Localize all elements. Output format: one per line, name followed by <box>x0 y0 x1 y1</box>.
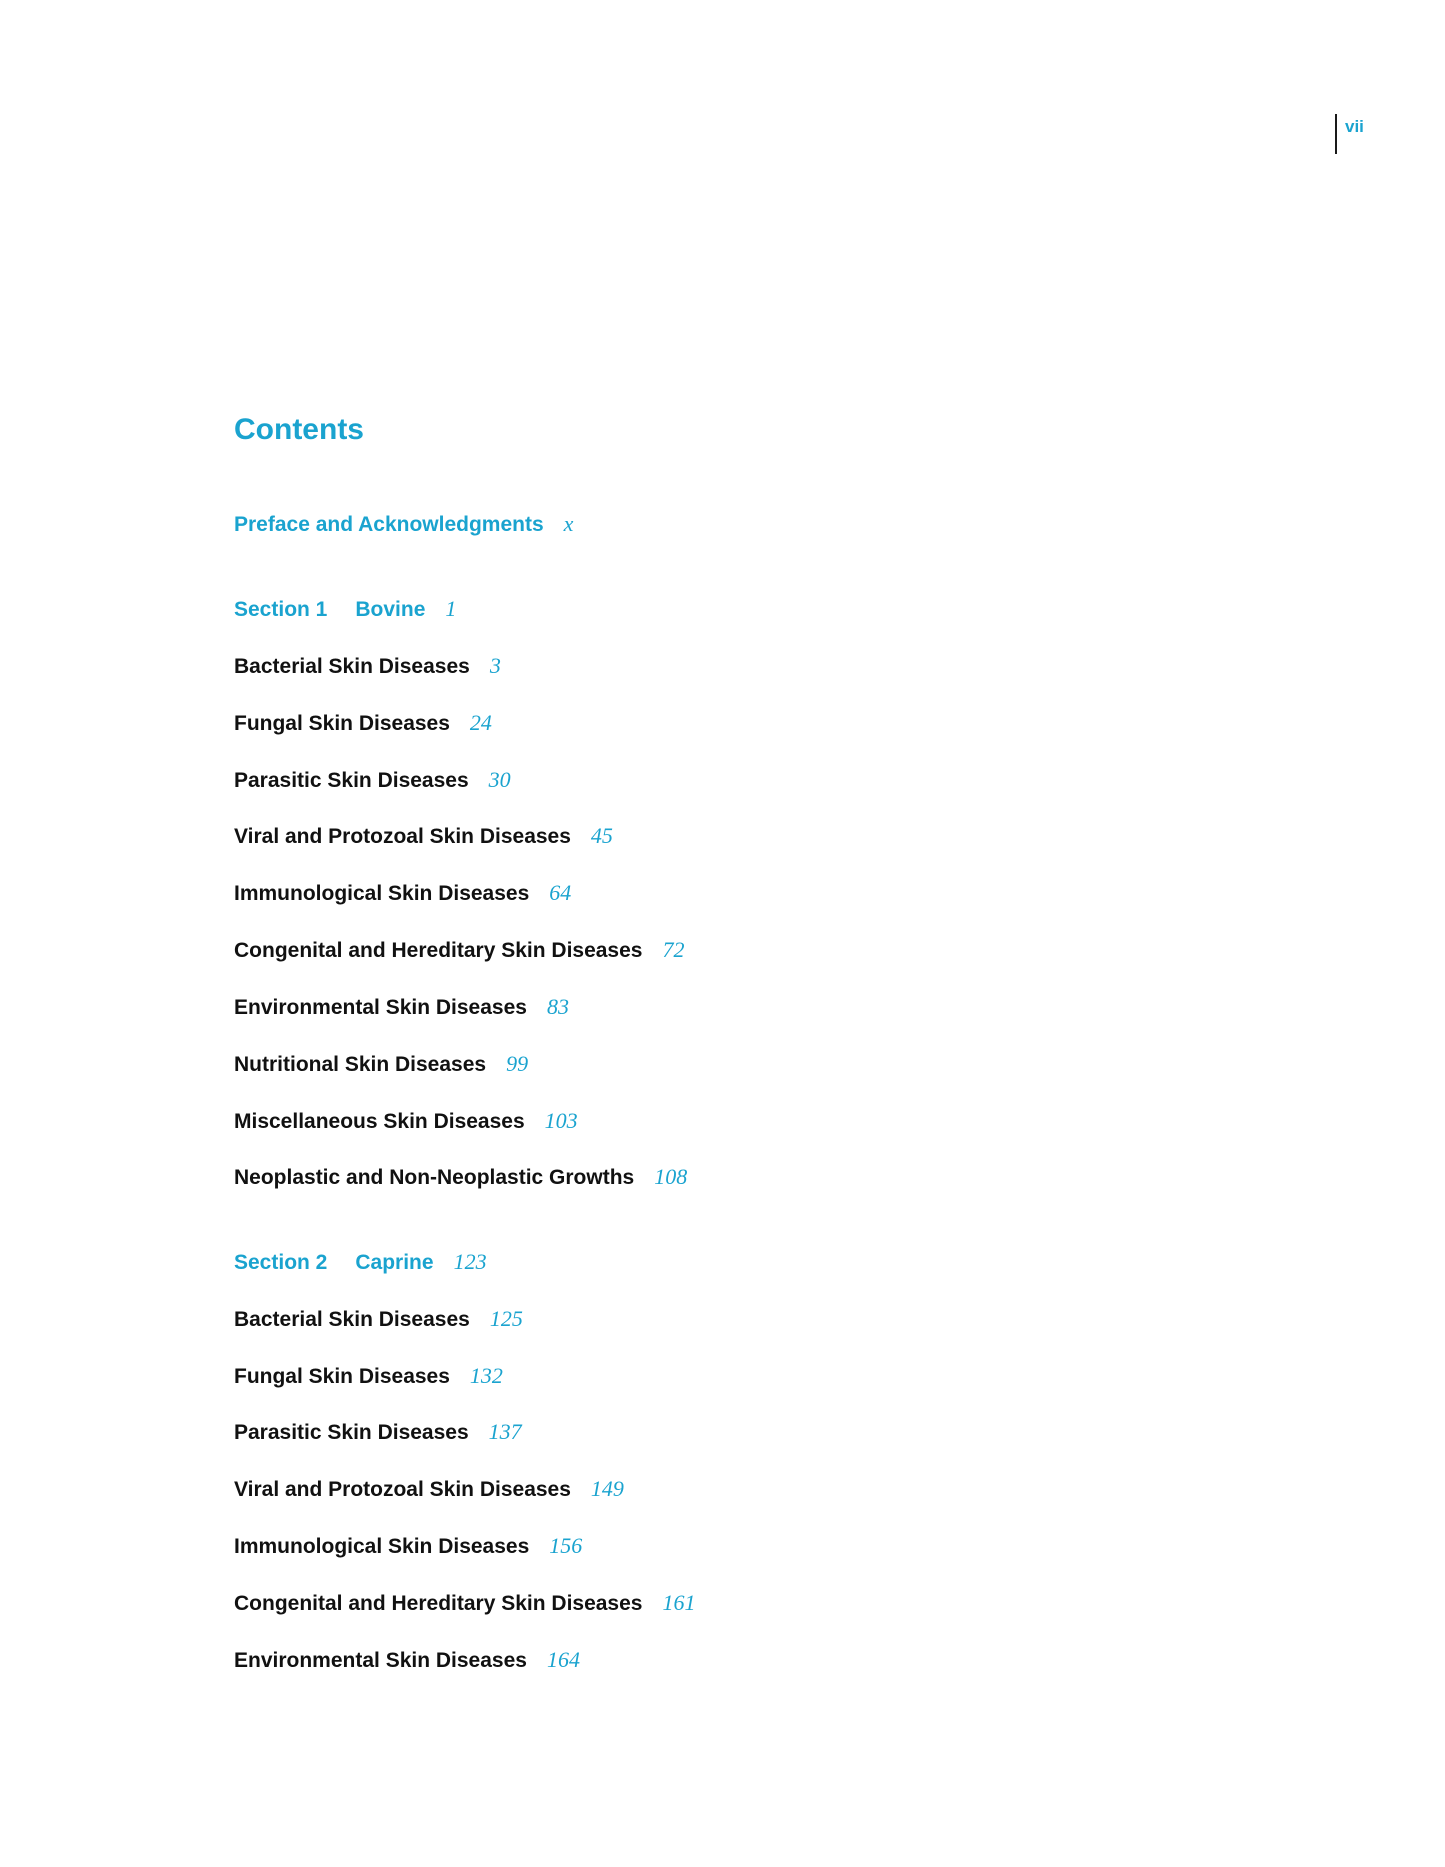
toc-entry-body <box>234 1529 582 1564</box>
chapter-title: Immunological Skin Diseases <box>234 1535 530 1558</box>
toc-entry-body <box>234 507 573 542</box>
toc-page-number: 72 <box>662 937 685 962</box>
toc-entry-body <box>234 1302 523 1337</box>
toc-page-number: 125 <box>489 1306 523 1331</box>
toc-entry-body <box>234 1160 687 1195</box>
page-number: vii <box>1335 114 1364 154</box>
toc-entry-body <box>234 706 492 741</box>
toc-page-number: 1 <box>445 596 457 621</box>
toc-page-number: 24 <box>469 710 492 735</box>
chapter-title: Fungal Skin Diseases <box>234 1365 450 1388</box>
toc-entry-body <box>234 1104 578 1139</box>
section-name: Caprine <box>355 1251 434 1274</box>
toc-entry-body <box>234 1472 624 1507</box>
section-label: Section 2 <box>234 1251 328 1274</box>
toc-page-number: 3 <box>489 653 501 678</box>
chapter-title: Viral and Protozoal Skin Diseases <box>234 825 571 848</box>
toc-entry-body <box>234 1586 695 1621</box>
chapter-title: Bacterial Skin Diseases <box>234 1308 470 1331</box>
toc-page-number: 156 <box>549 1533 583 1558</box>
toc-entry-body <box>234 819 613 854</box>
chapter-title: Parasitic Skin Diseases <box>234 769 469 792</box>
toc-page-number: 103 <box>544 1108 578 1133</box>
toc-page-number: x <box>563 511 574 536</box>
section-name: Bovine <box>355 598 426 621</box>
toc-page-number: 64 <box>549 880 572 905</box>
toc-entry-body <box>234 1047 528 1082</box>
chapter-title: Environmental Skin Diseases <box>234 996 527 1019</box>
toc-entry-body <box>234 933 684 968</box>
chapter-title: Environmental Skin Diseases <box>234 1649 527 1672</box>
chapter-title: Fungal Skin Diseases <box>234 712 450 735</box>
toc-page-number: 45 <box>590 823 613 848</box>
page-title: Contents <box>234 413 364 446</box>
toc-entry-title: Preface and Acknowledgments <box>234 513 544 536</box>
toc-section-body <box>234 1245 487 1280</box>
toc-page-number: 123 <box>453 1249 487 1274</box>
toc-entry-body <box>234 1359 503 1394</box>
toc-page-number: 149 <box>590 1476 624 1501</box>
chapter-title: Bacterial Skin Diseases <box>234 655 470 678</box>
chapter-title: Viral and Protozoal Skin Diseases <box>234 1478 571 1501</box>
chapter-title: Miscellaneous Skin Diseases <box>234 1110 525 1133</box>
chapter-title: Nutritional Skin Diseases <box>234 1053 487 1076</box>
toc-entry-body <box>234 1415 522 1450</box>
toc-page-number: 30 <box>488 767 511 792</box>
toc-page-number: 164 <box>546 1647 580 1672</box>
chapter-title: Congenital and Hereditary Skin Diseases <box>234 939 643 962</box>
toc-entry-body <box>234 649 501 684</box>
toc-section-body <box>234 592 456 627</box>
toc-page-number: 83 <box>546 994 569 1019</box>
toc-page-number: 132 <box>469 1363 503 1388</box>
chapter-title: Neoplastic and Non-Neoplastic Growths <box>234 1166 635 1189</box>
toc-entry-body <box>234 990 569 1025</box>
toc-entry-body <box>234 876 571 911</box>
toc-page-number: 137 <box>488 1419 522 1444</box>
section-label: Section 1 <box>234 598 328 621</box>
toc-page-number: 99 <box>506 1051 529 1076</box>
chapter-title: Immunological Skin Diseases <box>234 882 530 905</box>
chapter-title: Congenital and Hereditary Skin Diseases <box>234 1592 643 1615</box>
toc-entry-body <box>234 763 511 798</box>
toc-entry-body <box>234 1643 580 1678</box>
toc-page-number: 108 <box>654 1164 688 1189</box>
toc-page-number: 161 <box>662 1590 696 1615</box>
chapter-title: Parasitic Skin Diseases <box>234 1421 469 1444</box>
